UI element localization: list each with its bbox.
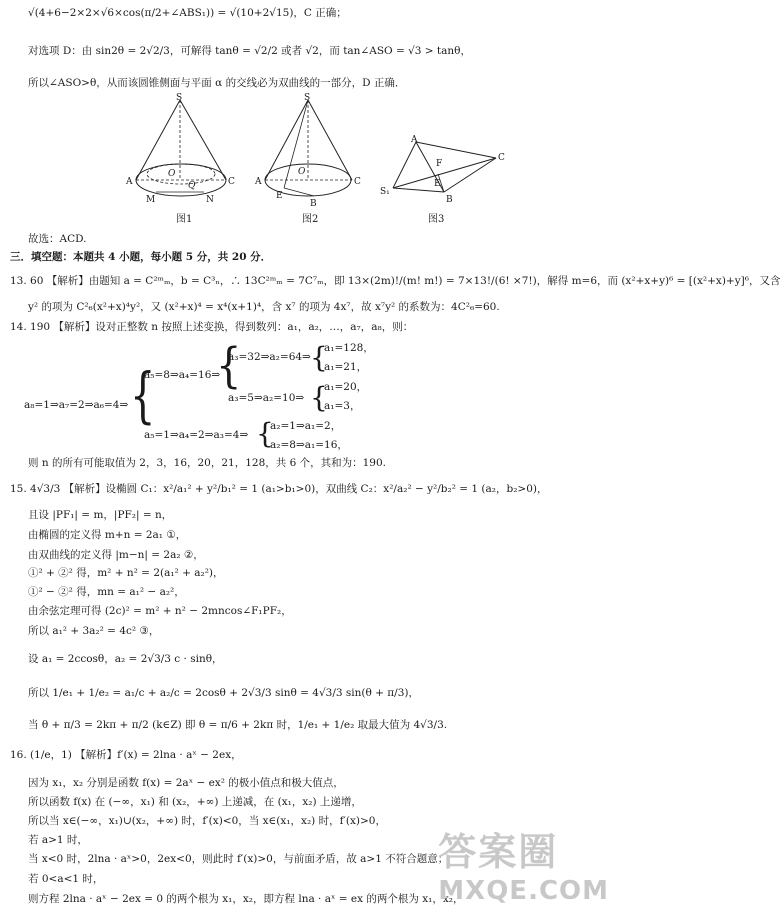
- text-line-l25: 若 a>1 时，: [28, 834, 88, 846]
- watermark: [438, 821, 609, 906]
- chain-bottom: a₅=1⇒a₄=2⇒a₃=4⇒: [144, 429, 249, 441]
- text-line-l4: 故选：ACD.: [28, 233, 87, 245]
- chain-top-2: a₃=5⇒a₂=10⇒: [228, 392, 305, 404]
- text-line-l19: 所以 1/e₁ + 1/e₂ = a₁/c + a₂/c = 2cosθ + 2√3/3 sinθ = 4√3/3 sin(θ + π/3)，: [28, 687, 419, 699]
- brace-top-1: {: [310, 341, 328, 374]
- text-line-l13: 由双曲线的定义得 |m−n| = 2a₂ ②，: [28, 549, 204, 561]
- fig2-label-C: C: [354, 177, 361, 187]
- text-line-l17: 所以 a₁² + 3a₂² = 4c² ③，: [28, 625, 160, 637]
- watermark-sub: MXQE.COM: [438, 876, 609, 906]
- figure-1-cone: [118, 92, 258, 232]
- brace-bottom: {: [256, 417, 274, 450]
- chain-root: a₈=1⇒a₇=2⇒a₆=4⇒: [24, 399, 129, 411]
- brace-top: {: [216, 338, 242, 394]
- chain-top: a₅=8⇒a₄=16⇒: [144, 369, 221, 381]
- figure-3-tetrahedron: [378, 130, 518, 232]
- fig1-label-O: O: [168, 169, 176, 179]
- chain-top-1: a₃=32⇒a₂=64⇒: [228, 351, 311, 363]
- text-line-l22: 因为 x₁，x₂ 分别是函数 f(x) = 2aˣ − ex² 的极小值点和极大值点，: [28, 777, 344, 789]
- fig1-label-Q: Q: [188, 181, 196, 191]
- fig2-label-A: A: [255, 177, 262, 187]
- brace-main: {: [130, 361, 156, 431]
- text-line-l14: ①² + ②² 得，m² + n² = 2(a₁² + a₂²)，: [28, 567, 224, 579]
- text-line-l24: 所以当 x∈(−∞，x₁)∪(x₂，+∞) 时，f′(x)<0，当 x∈(x₁，x₂) 时，f′(x)>0，: [28, 815, 386, 827]
- text-line-l2: 对选项 D：由 sin2θ = 2√2/3，可解得 tanθ = √2/2 或者 √2，而 tan∠ASO = √3 > tanθ，: [28, 45, 471, 57]
- text-line-l9: 则 n 的所有可能取值为 2，3，16，20，21，128，共 6 个，其和为：190.: [28, 457, 386, 469]
- brace-top-2: {: [310, 381, 328, 414]
- fig2-label-O: O: [298, 167, 306, 177]
- fig3-label-A: A: [411, 135, 418, 145]
- fig3-label-E: E: [434, 179, 441, 189]
- text-line-l3: 所以∠ASO>θ，从而该圆锥侧面与平面 α 的交线必为双曲线的一部分，D 正确．: [28, 77, 406, 89]
- chain-top-2b: a₁=3，: [324, 400, 361, 412]
- text-line-l8: 14. 190 【解析】设对正整数 n 按照上述变换，得到数列：a₁，a₂，…，a₇，a₈，则：: [10, 321, 414, 333]
- chain-top-1b: a₁=21，: [324, 361, 368, 373]
- text-line-l16: 由余弦定理可得 (2c)² = m² + n² − 2mncos∠F₁PF₂，: [28, 605, 292, 617]
- text-line-l7: y² 的项为 C²₆(x²+x)⁴y²，又 (x²+x)⁴ = x⁴(x+1)⁴，含 x⁷ 的项为 4x⁷，故 x⁷y² 的系数为：4C²₆=60.: [28, 301, 500, 313]
- text-line-l11: 且设 |PF₁| = m，|PF₂| = n，: [28, 509, 173, 521]
- fig1-caption: 图1: [176, 214, 193, 225]
- text-line-l27: 若 0<a<1 时，: [28, 873, 104, 885]
- text-line-l5: 三．填空题：本题共 4 小题，每小题 5 分，共 20 分．: [10, 251, 272, 263]
- chain-top-2a: a₁=20，: [324, 381, 368, 393]
- fig1-label-A: A: [126, 177, 133, 187]
- fig3-label-B: B: [446, 195, 453, 205]
- fig1-label-N: N: [206, 195, 214, 205]
- chain-bottom-b: a₂=8⇒a₁=16，: [270, 439, 348, 451]
- text-line-l15: ①² − ②² 得，mn = a₁² − a₂²，: [28, 586, 185, 598]
- chain-top-1a: a₁=128，: [324, 342, 374, 354]
- fig3-label-S1: S₁: [380, 187, 390, 197]
- figure-2-cone: [250, 92, 370, 232]
- fig3-label-F: F: [436, 159, 443, 169]
- text-line-l21: 16. (1/e，1) 【解析】f′(x) = 2lna · aˣ − 2ex，: [10, 749, 242, 761]
- watermark-main: 答案圈: [438, 830, 559, 874]
- fig1-label-M: M: [146, 195, 156, 205]
- text-line-l12: 由椭圆的定义得 m+n = 2a₁ ①，: [28, 529, 187, 541]
- text-line-l18: 设 a₁ = 2ccosθ，a₂ = 2√3/3 c · sinθ，: [28, 653, 223, 665]
- fig3-label-C: C: [498, 153, 505, 163]
- fig2-label-E: E: [276, 191, 283, 201]
- text-line-l10: 15. 4√3/3 【解析】设椭圆 C₁：x²/a₁² + y²/b₁² = 1 (a₁>b₁>0)，双曲线 C₂：x²/a₂² − y²/b₂² = 1 (a₂，b₂>0)，: [10, 483, 548, 495]
- fig1-label-S: S: [176, 93, 183, 103]
- text-line-l26: 当 x<0 时，2lna · aˣ>0，2ex<0，则此时 f′(x)>0，与前面矛盾，故 a>1 不符合题意；: [28, 853, 449, 865]
- text-line-l28: 则方程 2lna · aˣ − 2ex = 0 的两个根为 x₁，x₂，即方程 lna · aˣ = ex 的两个根为 x₁，x₂，: [28, 893, 464, 905]
- text-line-l1: √(4+6−2×2×√6×cos(π/2+∠ABS₁)) = √(10+2√15)，C 正确；: [28, 7, 347, 19]
- text-line-l23: 所以函数 f(x) 在 (−∞，x₁) 和 (x₂，+∞) 上递减，在 (x₁，x₂) 上递增，: [28, 796, 362, 808]
- text-line-l20: 当 θ + π/3 = 2kπ + π/2 (k∈Z) 即 θ = π/6 + 2kπ 时，1/e₁ + 1/e₂ 取最大值为 4√3/3.: [28, 719, 448, 731]
- text-line-l6: 13. 60 【解析】由题知 a = C²ᵐₘ，b = C³ₙ，∴ 13C²ᵐₘ = 7C⁷ₘ，即 13×(2m)!/(m! m!) = 7×13!/(6! ×7!)，解得 m=6，而 (x²+x+y)⁶ = [(x²+x)+y]⁶，又含: [10, 275, 780, 287]
- fig2-label-S: S: [304, 93, 311, 103]
- chain-bottom-a: a₂=1⇒a₁=2，: [270, 420, 342, 432]
- fig2-caption: 图2: [302, 214, 319, 225]
- fig1-label-C: C: [228, 177, 235, 187]
- fig3-caption: 图3: [428, 214, 445, 225]
- fig2-label-B: B: [310, 199, 317, 209]
